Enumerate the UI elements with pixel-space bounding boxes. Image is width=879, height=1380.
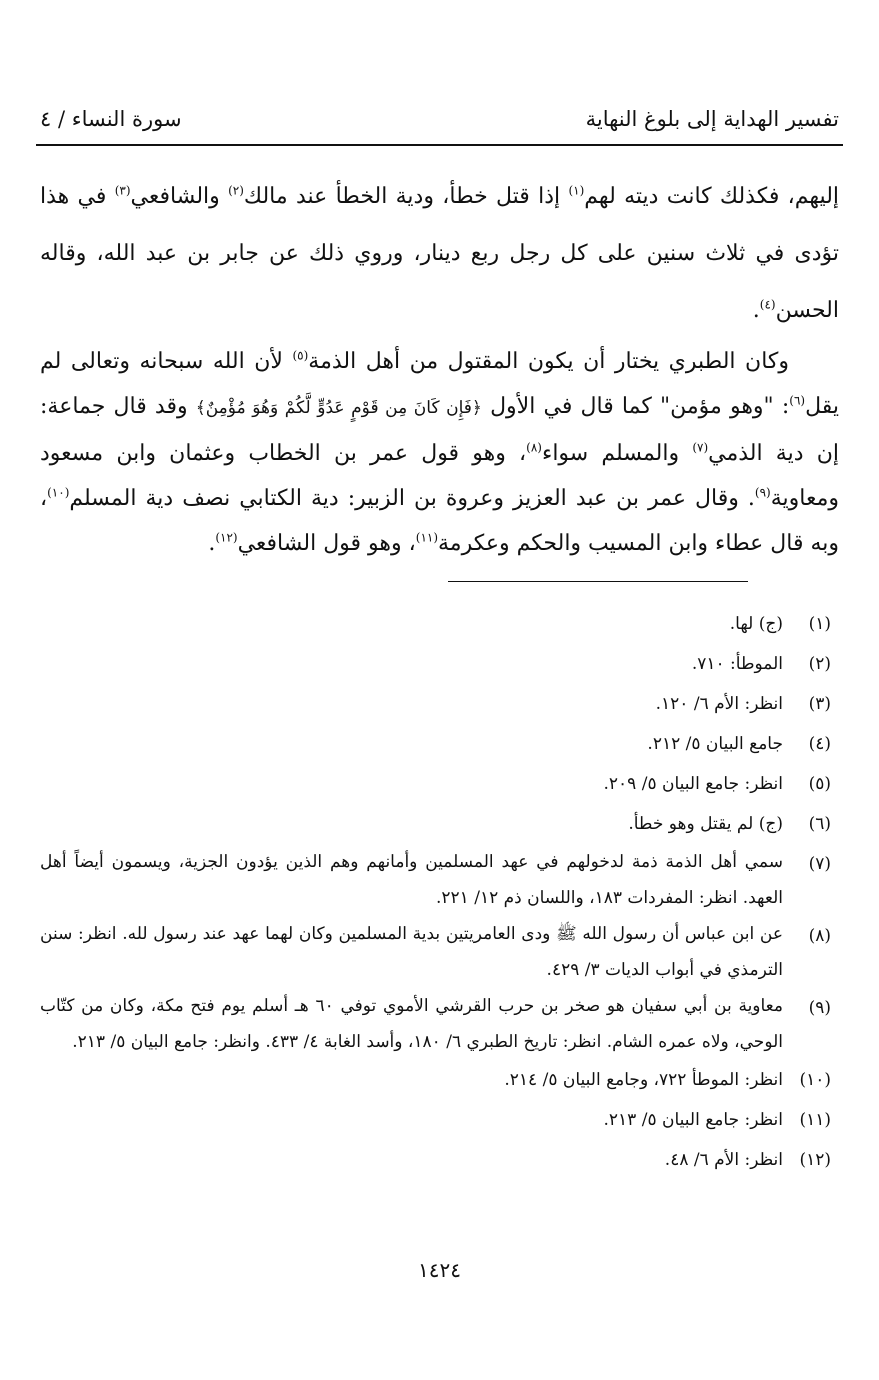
footnote-item xyxy=(40,644,839,684)
footnote-number: (٦) xyxy=(808,814,831,834)
text-span: . xyxy=(752,298,760,323)
footnote-item xyxy=(40,604,839,644)
footnote-number: (٢) xyxy=(808,654,831,674)
footnote-number: (٨) xyxy=(808,926,831,946)
footnote-text: سمي أهل الذمة ذمة لدخولهم في عهد المسلمين وأمانهم وهم الذين يؤدون الجزية، ويسمون أيضاً أهل العهد. انظر: المفردات ١٨٣، واللسان ذم ١٢/ ٢٢١. xyxy=(40,852,783,908)
footnote-text: الموطأ: ٧١٠. xyxy=(691,654,783,674)
footnote-text: معاوية بن أبي سفيان هو صخر بن حرب القرشي الأموي توفي ٦٠ هـ أسلم يوم فتح مكة، وكان من كتّاب الوحي، ولاه عمره الشام. انظر: تاريخ الطبري ٦/ ١٨٠، وأسد الغابة ٤/ ٤٣٣. وانظر: جامع البيان ٥/ ٢١٣. xyxy=(40,996,783,1052)
footnote-item xyxy=(40,804,839,844)
footnotes-list xyxy=(40,604,839,1180)
footnote-number: (٩) xyxy=(808,998,831,1018)
footnote-item xyxy=(40,916,839,988)
footnote-ref-11[interactable]: (١١) xyxy=(415,530,439,545)
footnote-ref-6[interactable]: (٦) xyxy=(789,393,806,408)
quran-verse: ﴿فَإِن كَانَ مِن قَوْمٍ عَدُوٍّ لَّكُمْ وَهُوَ مُؤْمِنٌ﴾ xyxy=(195,398,482,418)
text-span: ، وهو قول عمر بن الخطاب وعثمان وابن مسعود ومعاوية xyxy=(40,441,839,511)
footnote-text: انظر: الأم ٦/ ١٢٠. xyxy=(655,694,783,714)
footnote-text: انظر: الموطأ ٧٢٢، وجامع البيان ٥/ ٢١٤. xyxy=(504,1070,783,1090)
header-divider xyxy=(36,144,843,146)
footnote-ref-5[interactable]: (٥) xyxy=(292,348,309,363)
footnote-text: انظر: الأم ٦/ ٤٨. xyxy=(664,1150,783,1170)
page-number: ١٤٢٤ xyxy=(418,1258,461,1282)
running-header xyxy=(40,102,839,136)
paragraph-1 xyxy=(40,168,839,339)
footnote-item xyxy=(40,724,839,764)
footnote-number: (١١) xyxy=(799,1110,831,1130)
footnote-number: (٥) xyxy=(808,774,831,794)
footnote-item xyxy=(40,988,839,1060)
text-span: لأن الله سبحانه وتعالى لم يقل xyxy=(40,349,840,419)
footnote-item xyxy=(40,684,839,724)
text-span: وقد قال جماعة: إن دية الذمي xyxy=(40,394,839,466)
footnote-item xyxy=(40,1100,839,1140)
text-span: إليهم، فكذلك كانت ديته لهم xyxy=(584,184,840,209)
footnote-number: (١٠) xyxy=(799,1070,831,1090)
footnote-number: (١) xyxy=(808,614,831,634)
footnote-item xyxy=(40,764,839,804)
footnote-text: (ج) لم يقتل وهو خطأ. xyxy=(628,814,783,834)
footnote-number: (٣) xyxy=(808,694,831,714)
main-text xyxy=(40,168,839,566)
footnote-ref-8[interactable]: (٨) xyxy=(526,440,542,455)
footnote-text: انظر: جامع البيان ٥/ ٢١٣. xyxy=(603,1110,783,1130)
text-span: : "وهو مؤمن" كما قال في الأول xyxy=(481,394,790,419)
footnote-text: انظر: جامع البيان ٥/ ٢٠٩. xyxy=(603,774,783,794)
footnote-item xyxy=(40,1140,839,1180)
footnote-item xyxy=(40,844,839,916)
footnote-divider xyxy=(448,581,748,582)
footnote-ref-10[interactable]: (١٠) xyxy=(47,485,70,500)
text-span: . xyxy=(208,531,216,556)
footnote-ref-12[interactable]: (١٢) xyxy=(215,530,238,545)
footnote-ref-3[interactable]: (٣) xyxy=(114,183,131,198)
footnote-ref-7[interactable]: (٧) xyxy=(692,440,709,455)
text-span: ، وهو قول الشافعي xyxy=(237,531,416,556)
footnote-ref-2[interactable]: (٢) xyxy=(228,183,244,198)
footnote-text: عن ابن عباس أن رسول الله ﷺ ودى العامريتين بدية المسلمين وكان لهما عهد عند رسول لله. انظر: سنن الترمذي في أبواب الديات ٣/ ٤٢٩. xyxy=(40,924,783,980)
footnote-ref-9[interactable]: (٩) xyxy=(754,485,771,500)
surah-label: سورة النساء / ٤ xyxy=(40,107,182,131)
footnote-ref-4[interactable]: (٤) xyxy=(759,297,776,312)
text-span: في هذا تؤدى في ثلاث سنين على كل رجل ربع دينار، وروي ذلك عن جابر بن عبد الله، وقاله الحسن xyxy=(40,184,839,323)
footnote-number: (٤) xyxy=(808,734,831,754)
footnote-ref-1[interactable]: (١) xyxy=(568,183,585,198)
text-span: ، وبه قال عطاء وابن المسيب والحكم وعكرمة xyxy=(40,486,839,556)
footnote-number: (١٢) xyxy=(799,1150,831,1170)
paragraph-2 xyxy=(40,339,839,566)
text-span: والشافعي xyxy=(130,184,229,209)
book-title: تفسير الهداية إلى بلوغ النهاية xyxy=(585,107,839,131)
footnote-item xyxy=(40,1060,839,1100)
text-span: والمسلم سواء xyxy=(541,441,693,466)
footnote-text: جامع البيان ٥/ ٢١٢. xyxy=(647,734,783,754)
footnote-text: (ج) لها. xyxy=(729,614,783,634)
text-span: . وقال عمر بن عبد العزيز وعروة بن الزبير: دية الكتابي نصف دية المسلم xyxy=(69,486,755,511)
text-span: وكان الطبري يختار أن يكون المقتول من أهل الذمة xyxy=(308,349,789,374)
footnote-number: (٧) xyxy=(808,854,831,874)
text-span: إذا قتل خطأ، ودية الخطأ عند مالك xyxy=(243,184,569,209)
